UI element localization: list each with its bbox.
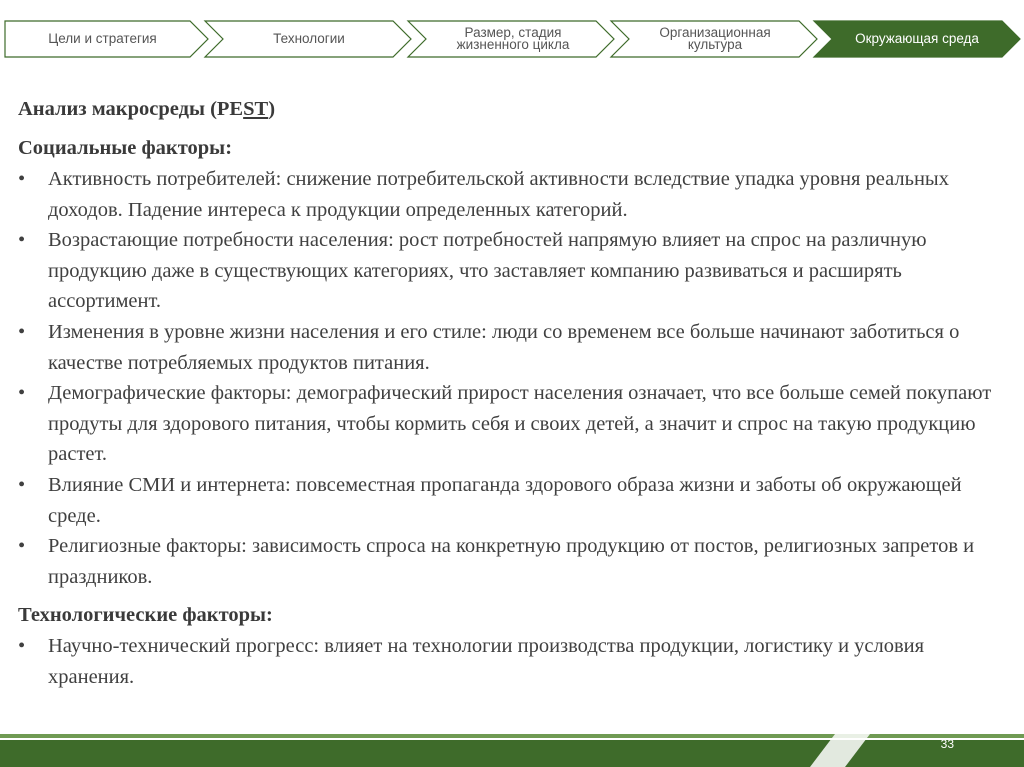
nav-item-lifecycle[interactable]: Размер, стадия жизненного цикла [456,25,570,52]
tech-heading: Технологические факторы: [18,604,273,627]
title-suffix: ) [268,98,276,120]
footer-band [0,730,1024,767]
nav-item-environment[interactable]: Окружающая среда [855,31,979,46]
bullet-marker: • [18,382,26,405]
bullet-marker: • [18,229,26,252]
list-item-text: Демографические факторы: демографический прирост населения означает, что все больше семей покупают продуты для здорового питания, чтобы кормить себя и своих детей, а значит и спрос на такую продукцию растет. [48,382,992,466]
list-item-text: Влияние СМИ и интернета: повсеместная пропаганда здорового образа жизни и заботы об окружающей среде. [48,473,962,527]
list-item [18,225,1008,317]
footer-dark-band [0,740,1024,767]
title-underlined: ST [243,98,269,120]
bullet-marker: • [18,635,26,658]
list-item [18,164,1008,225]
list-item [18,631,1008,692]
list-item-text: Возрастающие потребности населения: рост потребностей напрямую влияет на спрос на различную продукцию даже в существующих категориях, что заставляет компанию развиваться и расширять ассортимент. [48,229,927,313]
nav-item-culture[interactable]: Организационная культура [659,25,771,52]
bullet-marker: • [18,320,26,343]
tech-list [18,631,1008,692]
nav-item-goals[interactable]: Цели и стратегия [48,31,157,46]
bullet-marker: • [18,168,26,190]
list-item [18,531,1008,592]
social-list [18,164,1008,592]
list-item-text: Изменения в уровне жизни населения и его стиле: люди со временем все больше начинают заботиться о качестве потребляемых продуктов питания. [48,320,960,374]
list-item-text: Научно-технический прогресс: влияет на технологии производства продукции, логистику и условия хранения. [48,635,925,688]
bullet-marker: • [18,535,26,558]
bullet-marker: • [18,473,26,496]
list-item [18,470,1008,531]
list-item-text: Активность потребителей: снижение потребительской активности вследствие упадка уровня реальных доходов. Падение интереса к продукции определенных категорий. [48,168,949,221]
list-item [18,378,1008,470]
process-nav [0,20,1024,58]
social-heading: Социальные факторы: [18,137,233,159]
slide-content [18,94,1008,693]
nav-item-technology[interactable]: Технологии [273,31,345,46]
footer-light-stripe [0,734,1024,738]
title-prefix: Анализ макросреды (PE [18,98,244,120]
slide-title [18,94,1008,125]
page-number: 33 [940,737,954,751]
list-item-text: Религиозные факторы: зависимость спроса на конкретную продукцию от постов, религиозных запретов и праздников. [48,535,975,588]
list-item [18,317,1008,378]
